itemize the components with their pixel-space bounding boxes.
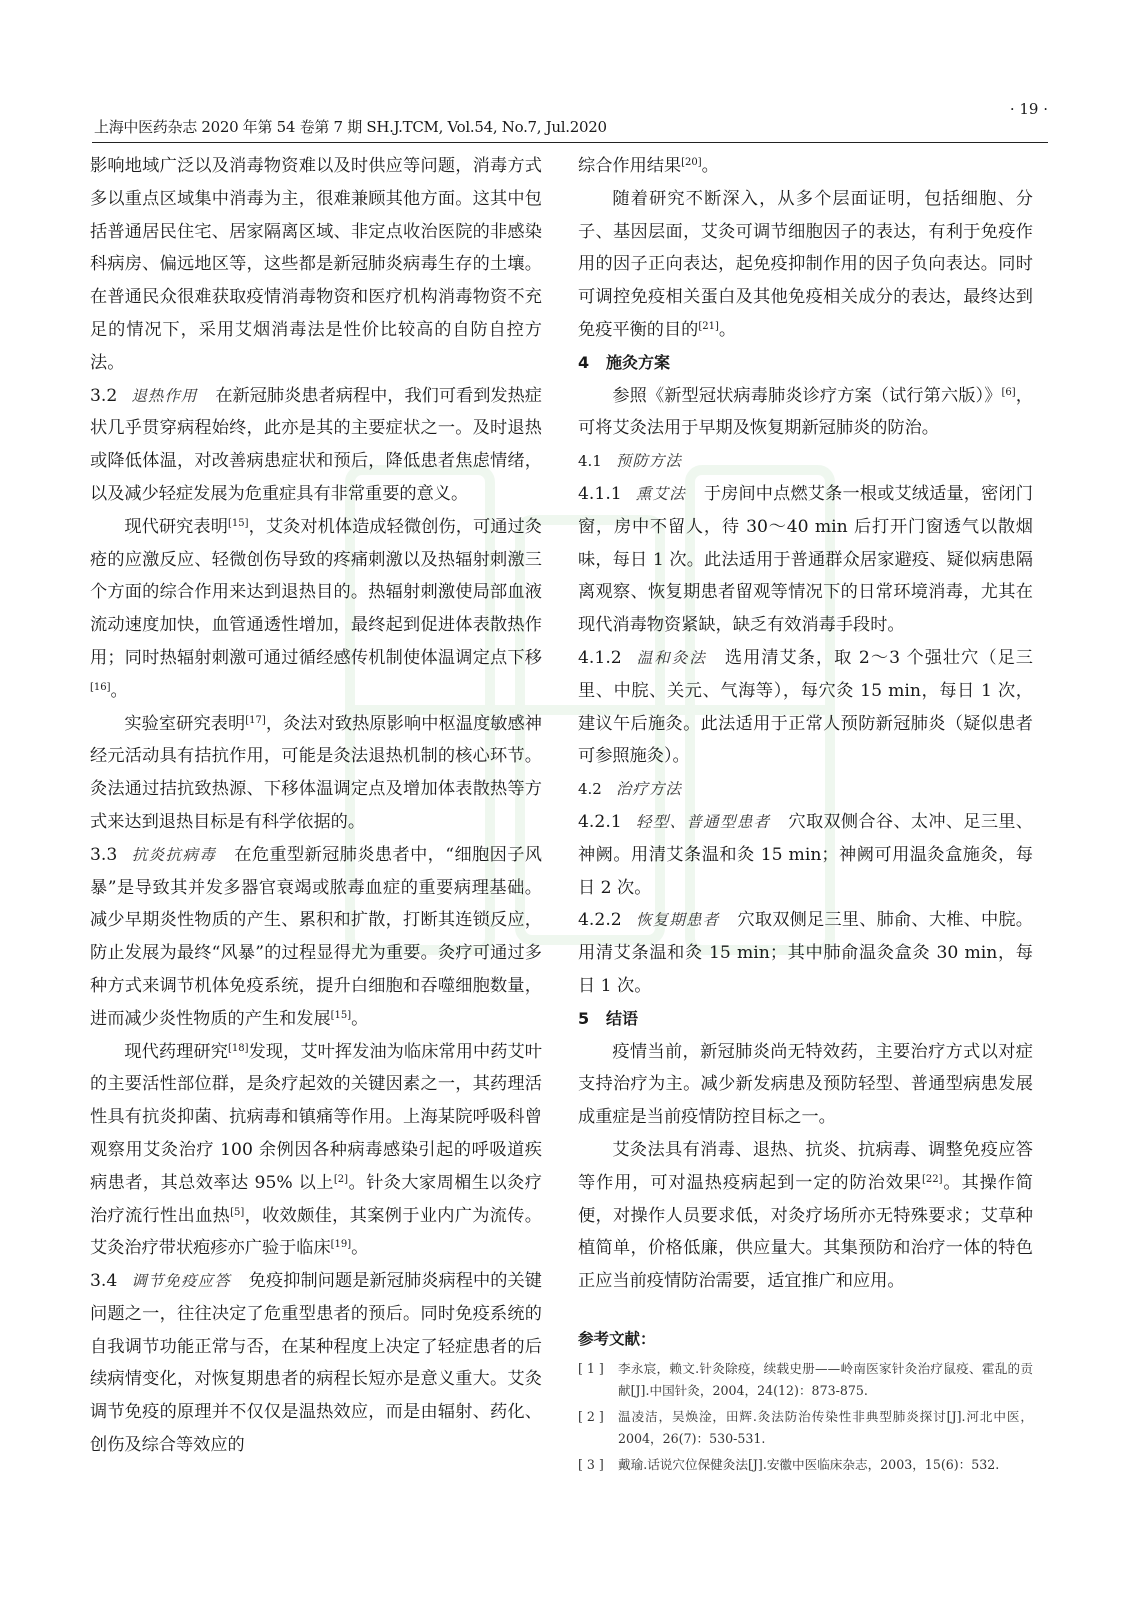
text: ，收效颇佳，其案例于业内广为流传。艾灸治疗带状疱疹亦广验于临床 bbox=[90, 1205, 542, 1259]
text: 。其操作简便，对操作人员要求低，对灸疗场所亦无特殊要求；艾草种植简单，价格低廉，供应量大。其集预防和治疗一体的特色正应当前疫情防治需要，适宜推广和应用。 bbox=[578, 1172, 1033, 1292]
section-title: 抗炎抗病毒 bbox=[131, 845, 217, 864]
section-title: 恢复期患者 bbox=[635, 911, 720, 930]
text: 。针灸大家周楣生以灸疗治疗流行性出血热 bbox=[90, 1172, 542, 1226]
text: ，可将艾灸法用于早期及恢复期新冠肺炎的防治。 bbox=[578, 385, 1033, 439]
paragraph bbox=[90, 1036, 542, 1266]
paragraph bbox=[578, 1134, 1033, 1298]
section-number: 4.2.2 bbox=[578, 910, 622, 931]
text: 现代药理研究 bbox=[124, 1041, 228, 1062]
citation[interactable]: [15] bbox=[227, 517, 249, 529]
text: ，艾灸对机体造成轻微创伤，可通过灸疮的应激反应、轻微创伤导致的疼痛刺激以及热辐射刺激三个方面的综合作用来达到退热目的。热辐射刺激使局部血液流动速度加快，血管通透性增加，最终起到促进体表散热作用；同时热辐射刺激可通过循经感传机制使体温调定点下移 bbox=[90, 516, 542, 668]
section-number: 4.2 bbox=[578, 780, 602, 799]
citation[interactable]: [17] bbox=[245, 714, 266, 726]
section-heading-4-1 bbox=[578, 445, 1033, 478]
citation[interactable]: [18] bbox=[227, 1042, 249, 1054]
section-title: 施灸方案 bbox=[606, 352, 671, 372]
section-title: 轻型、普通型患者 bbox=[635, 812, 771, 831]
paragraph bbox=[90, 708, 542, 839]
citation[interactable]: [2] bbox=[333, 1173, 349, 1185]
section-title: 温和灸法 bbox=[635, 648, 707, 667]
section-number: 4.2.1 bbox=[578, 811, 622, 832]
citation[interactable]: [20] bbox=[681, 157, 702, 168]
paragraph bbox=[90, 511, 542, 708]
reference-text: 温凌洁，吴焕淦，田辉.灸法防治传染性非典型肺炎探讨[J].河北中医，2004，26(7)：530-531. bbox=[618, 1408, 1033, 1446]
reference-item bbox=[578, 1406, 1033, 1450]
section-3-4 bbox=[90, 1265, 542, 1462]
section-number: 4.1.1 bbox=[578, 483, 622, 504]
text: 。 bbox=[351, 1238, 369, 1259]
section-title: 预防方法 bbox=[615, 452, 682, 471]
section-title: 退热作用 bbox=[131, 386, 198, 405]
section-text: 在新冠肺炎患者病程中，我们可看到发热症状几乎贯穿病程始终，此亦是其的主要症状之一。及时退热或降低体温，对改善病患症状和预后，降低患者焦虑情绪，以及减少轻症发展为危重症具有非常重要的意义。 bbox=[90, 385, 542, 504]
reference-number: [ 1 ] bbox=[578, 1360, 604, 1376]
section-heading-4 bbox=[578, 347, 1033, 380]
section-number: 5 bbox=[578, 1008, 590, 1028]
references-heading: 参考文献： bbox=[578, 1329, 656, 1348]
reference-text: 戴瑜.话说穴位保健灸法[J].安徽中医临床杂志，2003，15(6)：532. bbox=[618, 1456, 1000, 1472]
reference-item bbox=[578, 1358, 1033, 1402]
citation[interactable]: [19] bbox=[330, 1239, 352, 1251]
section-number: 3.2 bbox=[90, 385, 118, 406]
section-heading-4-2 bbox=[578, 773, 1033, 806]
section-4-1-1 bbox=[578, 478, 1033, 642]
paragraph bbox=[578, 380, 1033, 446]
section-text: 于房间中点燃艾条一根或艾绒适量，密闭门窗，房中不留人，待 30～40 min 后打开门窗透气以散烟味，每日 1 次。此法适用于普通群众居家避疫、疑似病患隔离观察、恢复期患者留观等情况下的日常环境消毒，尤其在现代消毒物资紧缺，缺乏有效消毒手段时。 bbox=[578, 483, 1033, 636]
section-title: 治疗方法 bbox=[615, 780, 682, 799]
section-text: 在危重型新冠肺炎患者中，“细胞因子风暴”是导致其并发多器官衰竭或脓毒血症的重要病理基础。减少早期炎性物质的产生、累积和扩散，打断其连锁反应，防止发展为最终“风暴”的过程显得尤为重要。灸疗可通过多种方式来调节机体免疫系统，提升白细胞和吞噬细胞数量，进而减少炎性物质的产生和发展 bbox=[90, 844, 542, 1029]
citation[interactable]: [15] bbox=[330, 1009, 352, 1021]
text: 发现，艾叶挥发油为临床常用中药艾叶的主要活性部位群，是灸疗起效的关键因素之一，其药理活性具有抗炎抑菌、抗病毒和镇痛等作用。上海某院呼吸科曾观察用艾灸治疗 100 余例因各种病毒感染引起的呼吸道疾病患者，其总效率达 95% 以上 bbox=[90, 1041, 542, 1193]
journal-title: 上海中医药杂志 2020 年第 54 卷第 7 期 SH.J.TCM, Vol.54, No.7, Jul.2020 bbox=[94, 118, 607, 136]
section-3-2 bbox=[90, 380, 542, 511]
reference-text: 李永宸，赖文.针灸除疫，续载史册——岭南医家针灸治疗鼠疫、霍乱的贡献[J].中国针灸，2004，24(12)：873-875. bbox=[618, 1360, 1033, 1398]
citation[interactable]: [6] bbox=[1001, 386, 1016, 398]
section-4-2-1 bbox=[578, 806, 1033, 904]
text: 。 bbox=[718, 319, 737, 340]
section-4-1-2 bbox=[578, 642, 1033, 773]
citation[interactable]: [16] bbox=[90, 681, 111, 693]
citation[interactable]: [21] bbox=[698, 320, 719, 332]
citation[interactable]: [22] bbox=[921, 1173, 943, 1185]
running-header bbox=[92, 100, 1048, 143]
section-title: 结语 bbox=[606, 1008, 639, 1028]
section-number: 4.1.2 bbox=[578, 647, 622, 668]
paragraph: 疫情当前，新冠肺炎尚无特效药，主要治疗方式以对症支持治疗为主。减少新发病患及预防轻型、普通型病患发展成重症是当前疫情防控目标之一。 bbox=[578, 1041, 1033, 1128]
section-number: 3.4 bbox=[90, 1271, 118, 1292]
section-number: 4 bbox=[578, 352, 590, 372]
reference-number: [ 2 ] bbox=[578, 1408, 604, 1424]
paragraph bbox=[578, 150, 1033, 183]
section-number: 3.3 bbox=[90, 844, 118, 865]
text: 综合作用结果 bbox=[578, 156, 682, 176]
section-text: 免疫抑制问题是新冠肺炎病程中的关键问题之一，往往决定了危重型患者的预后。同时免疫系统的自我调节功能正常与否，在某种程度上决定了轻症患者的后续病情变化，对恢复期患者的病程长短亦是意义重大。艾灸调节免疫的原理并不仅仅是温热效应，而是由辐射、药化、创伤及综合等效应的 bbox=[90, 1271, 542, 1456]
page-number: · 19 · bbox=[1009, 100, 1048, 118]
text: 。 bbox=[110, 680, 128, 701]
reference-list bbox=[578, 1358, 1033, 1476]
text: 参照《新型冠状病毒肺炎诊疗方案（试行第六版）》 bbox=[612, 385, 1002, 406]
right-column bbox=[578, 150, 1033, 1480]
section-text: 选用清艾条，取 2～3 个强壮穴（足三里、中脘、关元、气海等），每穴灸 15 min，每日 1 次，建议午后施灸。此法适用于正常人预防新冠肺炎（疑似患者可参照施灸）。 bbox=[578, 647, 1033, 767]
text: 艾灸法具有消毒、退热、抗炎、抗病毒、调整免疫应答等作用，可对温热疫病起到一定的防治效果 bbox=[578, 1139, 1033, 1193]
text: 。 bbox=[701, 156, 719, 176]
section-number: 4.1 bbox=[578, 452, 602, 471]
text: 。 bbox=[351, 1008, 369, 1029]
paragraph: 影响地域广泛以及消毒物资难以及时供应等问题，消毒方式多以重点区域集中消毒为主，很难兼顾其他方面。这其中包括普通居民住宅、居家隔离区域、非定点收治医院的非感染科病房、偏远地区等，这些都是新冠肺炎病毒生存的土壤。在普通民众很难获取疫情消毒物资和医疗机构消毒物资不充足的情况下，采用艾烟消毒法是性价比较高的自防自控方法。 bbox=[90, 156, 542, 373]
section-3-3 bbox=[90, 839, 542, 1036]
section-text: 穴取双侧足三里、肺俞、大椎、中脘。用清艾条温和灸 15 min；其中肺俞温灸盒灸 30 min，每日 1 次。 bbox=[578, 910, 1033, 996]
section-title: 熏艾法 bbox=[635, 484, 686, 503]
reference-item bbox=[578, 1454, 1033, 1476]
paragraph bbox=[578, 183, 1033, 347]
text: 现代研究表明 bbox=[124, 516, 228, 537]
section-text: 穴取双侧合谷、太冲、足三里、神阙。用清艾条温和灸 15 min；神阙可用温灸盒施灸，每日 2 次。 bbox=[578, 811, 1033, 898]
reference-number: [ 3 ] bbox=[578, 1456, 604, 1472]
citation[interactable]: [5] bbox=[230, 1206, 245, 1218]
text: 随着研究不断深入，从多个层面证明，包括细胞、分子、基因层面，艾灸可调节细胞因子的表达，有利于免疫作用的因子正向表达，起免疫抑制作用的因子负向表达。同时可调控免疫相关蛋白及其他免疫相关成分的表达，最终达到免疫平衡的目的 bbox=[578, 188, 1033, 340]
text: ，灸法对致热原影响中枢温度敏感神经元活动具有拮抗作用，可能是灸法退热机制的核心环节。灸法通过拮抗致热源、下移体温调定点及增加体表散热等方式来达到退热目标是有科学依据的。 bbox=[90, 713, 542, 832]
section-title: 调节免疫应答 bbox=[131, 1272, 231, 1291]
section-heading-5 bbox=[578, 1003, 1033, 1036]
text: 实验室研究表明 bbox=[124, 713, 246, 734]
section-4-2-2 bbox=[578, 904, 1033, 1002]
left-column bbox=[90, 150, 542, 1462]
